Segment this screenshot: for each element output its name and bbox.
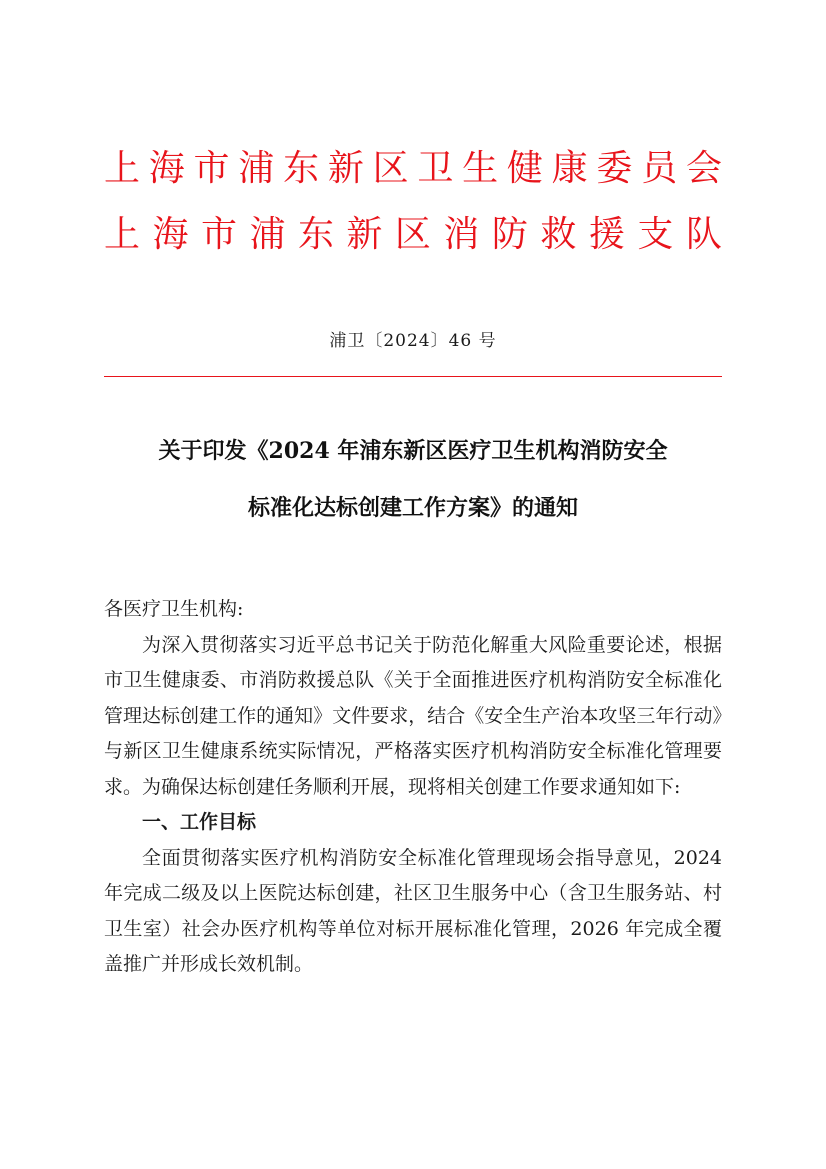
salutation: 各医疗卫生机构: [104, 598, 244, 620]
header-char: 新 [327, 148, 364, 189]
issuer-header-health-commission [104, 147, 722, 191]
header-char: 员 [641, 148, 678, 189]
section-heading-goals: 一、工作目标 [142, 811, 257, 833]
header-char: 东 [283, 148, 320, 189]
header-char: 市 [193, 148, 230, 189]
paragraph-intro: 为深入贯彻落实习近平总书记关于防范化解重大风险重要论述，根据市卫生健康委、市消防救援总队《关于全面推进医疗机构消防安全标准化管理达标创建工作的通知》文件要求，结合《安全生产治本攻坚三年行动》与新区卫生健康系统实际情况，严格落实医疗机构消防安全标准化管理要求。为确保达标创建任务顺利开展，现将相关创建工作要求通知如下: [104, 633, 722, 798]
header-char: 消 [443, 214, 480, 255]
header-char: 防 [491, 214, 528, 255]
document-number: 浦卫〔2024〕46 号 [329, 331, 497, 351]
issuer-header-fire-rescue [104, 213, 722, 257]
header-char: 东 [297, 214, 334, 255]
header-char: 支 [637, 214, 674, 255]
header-char: 区 [394, 214, 431, 255]
header-char: 上 [104, 214, 141, 255]
header-char: 康 [551, 148, 588, 189]
header-char: 浦 [249, 214, 286, 255]
header-char: 新 [346, 214, 383, 255]
header-char: 海 [148, 148, 185, 189]
header-char: 区 [372, 148, 409, 189]
document-title-line-2: 标准化达标创建工作方案》的通知 [247, 495, 578, 521]
red-divider [104, 376, 722, 377]
header-char: 健 [506, 148, 543, 189]
paragraph-goals: 全面贯彻落实医疗机构消防安全标准化管理现场会指导意见，2024 年完成二级及以上医院达标创建，社区卫生服务中心（含卫生服务站、村卫生室）社会办医疗机构等单位对标开展标准化管理，2026 年完成全覆盖推广并形成长效机制。 [104, 846, 722, 975]
header-char: 救 [540, 214, 577, 255]
header-char: 生 [462, 148, 499, 189]
header-char: 援 [588, 214, 625, 255]
header-char: 海 [152, 214, 189, 255]
document-body [104, 592, 722, 983]
header-char: 队 [685, 214, 722, 255]
header-char: 委 [596, 148, 633, 189]
document-title-line-1: 关于印发《2024 年浦东新区医疗卫生机构消防安全 [158, 438, 668, 464]
header-char: 市 [200, 214, 237, 255]
header-char: 上 [104, 148, 141, 189]
header-char: 浦 [238, 148, 275, 189]
header-char: 会 [685, 148, 722, 189]
header-char: 卫 [417, 148, 454, 189]
